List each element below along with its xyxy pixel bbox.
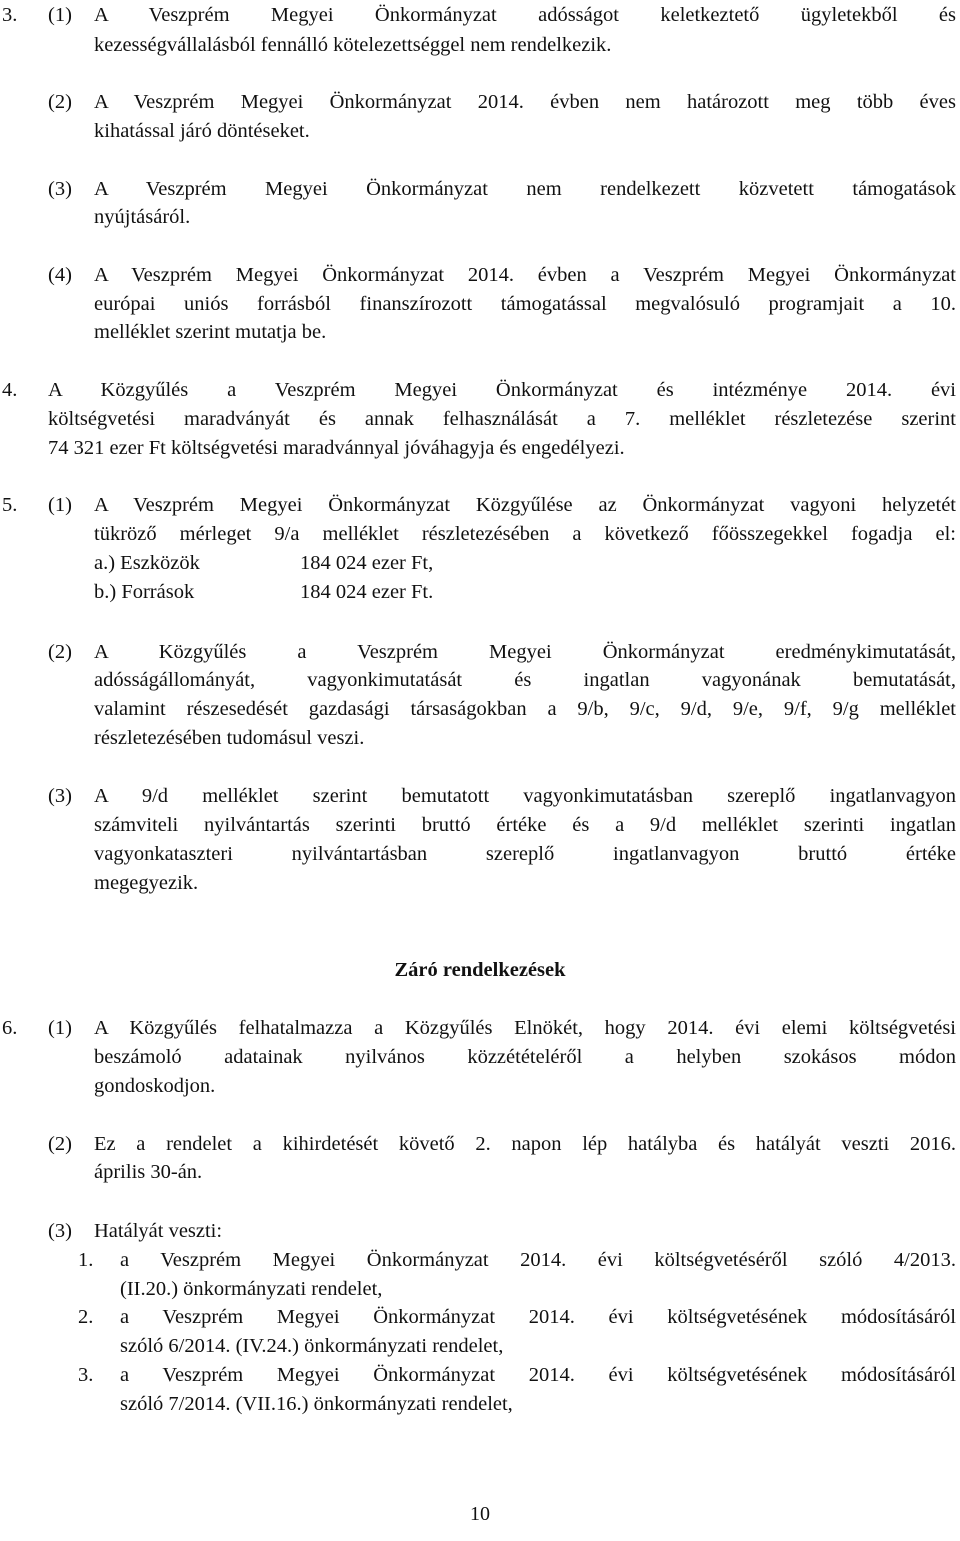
section-5-p1-item-value: 184 024 ezer Ft, <box>300 552 434 574</box>
section-3-p1-label: (1) <box>48 4 72 26</box>
section-5-p3-line-1: A 9/d melléklet szerint bemutatott vagyonkimutatásban szereplő ingatlanvagyon <box>94 785 956 807</box>
section-3-p3-line-2: nyújtásáról. <box>94 206 191 228</box>
section-5-p3-line-4: megegyezik. <box>94 872 199 894</box>
section-6-p1-line-3: gondoskodjon. <box>94 1075 216 1097</box>
repealed-item-line-1: a Veszprém Megyei Önkormányzat 2014. évi költségvetésének módosításáról <box>120 1364 956 1386</box>
repealed-item-number: 1. <box>78 1249 94 1271</box>
section-3-p2-label: (2) <box>48 91 72 113</box>
section-3-p3-line-1: A Veszprém Megyei Önkormányzat nem rendelkezett közvetett támogatások <box>94 178 956 200</box>
section-3-p1-line-1: A Veszprém Megyei Önkormányzat adósságot keletkeztető ügyletekből és <box>94 4 956 26</box>
repealed-item-line-2: (II.20.) önkormányzati rendelet, <box>120 1278 383 1300</box>
section-3-p4-label: (4) <box>48 264 72 286</box>
section-6-p3-heading: Hatályát veszti: <box>94 1220 223 1242</box>
repealed-item-number: 3. <box>78 1364 94 1386</box>
closing-provisions-title: Záró rendelkezések <box>394 959 566 981</box>
section-5-p1-line-1: A Veszprém Megyei Önkormányzat Közgyűlése az Önkormányzat vagyoni helyzetét <box>94 494 956 516</box>
page-number: 10 <box>470 1503 490 1525</box>
section-3-p4-line-1: A Veszprém Megyei Önkormányzat 2014. évben a Veszprém Megyei Önkormányzat <box>94 264 956 286</box>
section-3-p1-line-2: kezességvállalásból fennálló kötelezettséggel nem rendelkezik. <box>94 34 612 56</box>
section-5-number: 5. <box>2 494 18 516</box>
section-5-p3-line-3: vagyonkataszteri nyilvántartásban szereplő ingatlanvagyon bruttó értéke <box>94 843 956 865</box>
section-5-p1-label: (1) <box>48 494 72 516</box>
section-5-p2-line-2: adósságállományát, vagyonkimutatását és ingatlan vagyonának bemutatását, <box>94 669 956 691</box>
section-3-p4-line-3: melléklet szerint mutatja be. <box>94 321 327 343</box>
section-5-p2-line-4: részletezésében tudomásul veszi. <box>94 727 365 749</box>
section-3-number: 3. <box>2 4 18 26</box>
section-3-p2-line-2: kihatással járó döntéseket. <box>94 120 310 142</box>
section-6-p3-label: (3) <box>48 1220 72 1242</box>
repealed-item-line-1: a Veszprém Megyei Önkormányzat 2014. évi költségvetéséről szóló 4/2013. <box>120 1249 956 1271</box>
section-3-p2-line-1: A Veszprém Megyei Önkormányzat 2014. évben nem határozott meg több éves <box>94 91 956 113</box>
section-6-p1-label: (1) <box>48 1017 72 1039</box>
section-5-p2-line-3: valamint részesedését gazdasági társaságokban a 9/b, 9/c, 9/d, 9/e, 9/f, 9/g melléklet <box>94 698 956 720</box>
section-3-p3-label: (3) <box>48 178 72 200</box>
section-6-p2-line-2: április 30-án. <box>94 1161 203 1183</box>
section-5-p3-line-2: számviteli nyilvántartás szerinti bruttó értéke és a 9/d melléklet szerinti ingatlan <box>94 814 956 836</box>
section-6-p2-label: (2) <box>48 1133 72 1155</box>
section-4-line-1: A Közgyűlés a Veszprém Megyei Önkormányzat és intézménye 2014. évi <box>48 379 956 401</box>
section-4-number: 4. <box>2 379 18 401</box>
repealed-item-number: 2. <box>78 1306 94 1328</box>
section-5-p2-line-1: A Közgyűlés a Veszprém Megyei Önkormányzat eredménykimutatását, <box>94 641 956 663</box>
section-4-line-2: költségvetési maradványát és annak felhasználását a 7. melléklet részletezése szerint <box>48 408 956 430</box>
section-5-p2-label: (2) <box>48 641 72 663</box>
section-6-p1-line-2: beszámoló adatainak nyilvános közzétételéről a helyben szokásos módon <box>94 1046 956 1068</box>
section-3-p4-line-2: európai uniós forrásból finanszírozott támogatással megvalósuló programjait a 10. <box>94 293 956 315</box>
repealed-item-line-2: szóló 7/2014. (VII.16.) önkormányzati rendelet, <box>120 1393 513 1415</box>
section-5-p1-line-2: tükröző mérleget 9/a melléklet részletezésében a következő főösszegekkel fogadja el: <box>94 523 956 545</box>
section-5-p1-item-label: a.) Eszközök <box>94 552 200 574</box>
section-5-p3-label: (3) <box>48 785 72 807</box>
section-4-line-3: 74 321 ezer Ft költségvetési maradvánnyal jóváhagyja és engedélyezi. <box>48 437 625 459</box>
section-6-p1-line-1: A Közgyűlés felhatalmazza a Közgyűlés Elnökét, hogy 2014. évi elemi költségvetési <box>94 1017 956 1039</box>
section-6-number: 6. <box>2 1017 18 1039</box>
section-6-p2-line-1: Ez a rendelet a kihirdetését követő 2. napon lép hatályba és hatályát veszti 2016. <box>94 1133 956 1155</box>
repealed-item-line-2: szóló 6/2014. (IV.24.) önkormányzati rendelet, <box>120 1335 504 1357</box>
section-5-p1-item-value: 184 024 ezer Ft. <box>300 581 434 603</box>
repealed-item-line-1: a Veszprém Megyei Önkormányzat 2014. évi költségvetésének módosításáról <box>120 1306 956 1328</box>
section-5-p1-item-label: b.) Források <box>94 581 195 603</box>
